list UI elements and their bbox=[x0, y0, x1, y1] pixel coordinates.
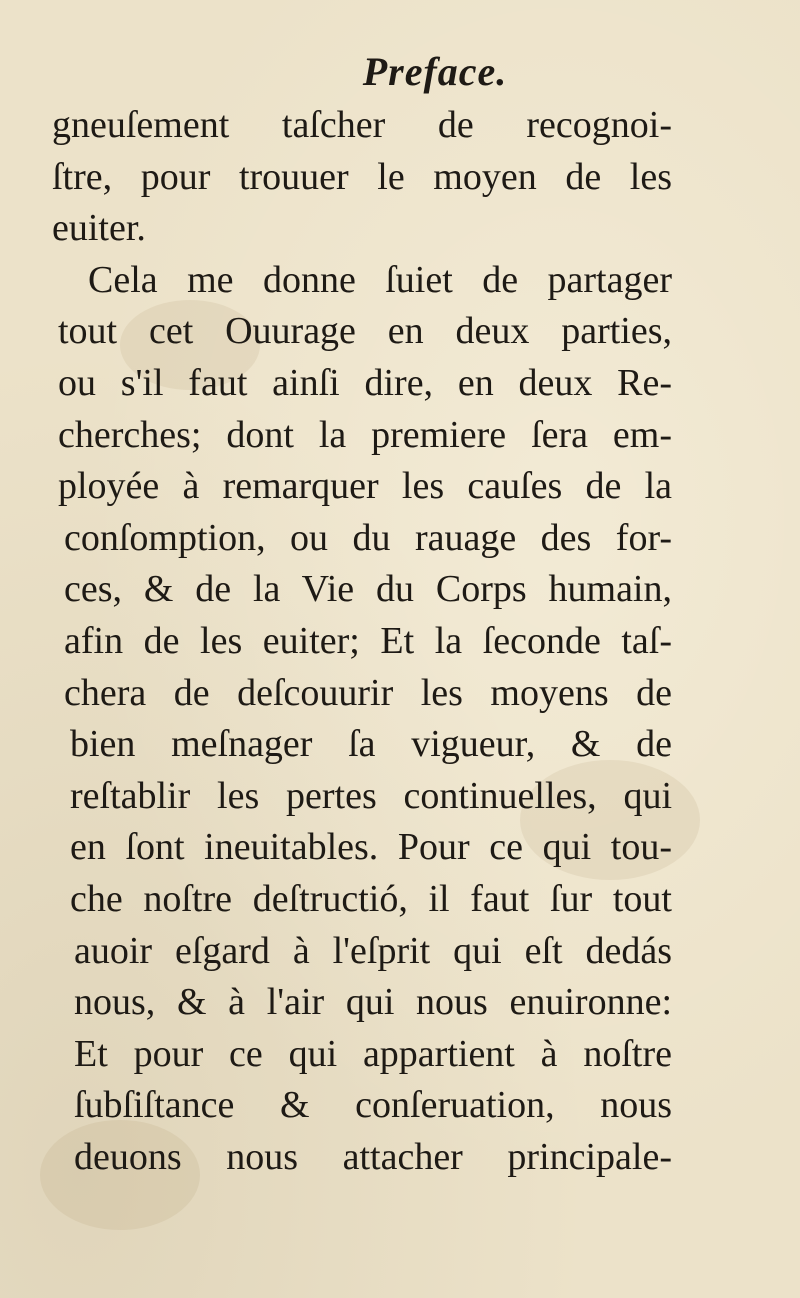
text-line: reſtablir les pertes continuelles, qui bbox=[70, 774, 672, 817]
text-line: afin de les euiter; Et la ſeconde taſ- bbox=[64, 619, 672, 662]
text-line: ſtre, pour trouuer le moyen de les bbox=[52, 155, 672, 198]
text-line: Cela me donne ſuiet de partager bbox=[88, 258, 672, 301]
text-line: bien meſnager ſa vigueur, & de bbox=[70, 723, 672, 766]
text-line: ou s'il faut ainſi dire, en deux Re- bbox=[58, 361, 672, 404]
text-line: ſubſiſtance & conſeruation, nous bbox=[74, 1084, 672, 1127]
text-line: ployée à remarquer les cauſes de la bbox=[58, 465, 672, 508]
text-line: deuons nous attacher principale- bbox=[74, 1135, 672, 1178]
text-line: cherches; dont la premiere ſera em- bbox=[58, 413, 672, 456]
text-line: en ſont ineuitables. Pour ce qui tou- bbox=[70, 826, 672, 869]
text-line: auoir eſgard à l'eſprit qui eſt dedás bbox=[74, 929, 672, 972]
text-line: tout cet Ouurage en deux parties, bbox=[58, 310, 672, 353]
text-line: conſomption, ou du rauage des for- bbox=[64, 516, 672, 559]
text-line: nous, & à l'air qui nous enuironne: bbox=[74, 981, 672, 1024]
text-line: gneuſement taſcher de recognoi- bbox=[52, 104, 672, 146]
text-line: euiter. bbox=[52, 207, 146, 250]
text-line: che noſtre deſtructió, il faut ſur tout bbox=[70, 877, 672, 920]
running-header: Preface. bbox=[362, 49, 508, 94]
text-line: Et pour ce qui appartient à noſtre bbox=[74, 1032, 672, 1075]
body-text bbox=[52, 100, 672, 1183]
text-line: chera de deſcouurir les moyens de bbox=[64, 671, 672, 714]
text-line: ces, & de la Vie du Corps humain, bbox=[64, 568, 672, 611]
